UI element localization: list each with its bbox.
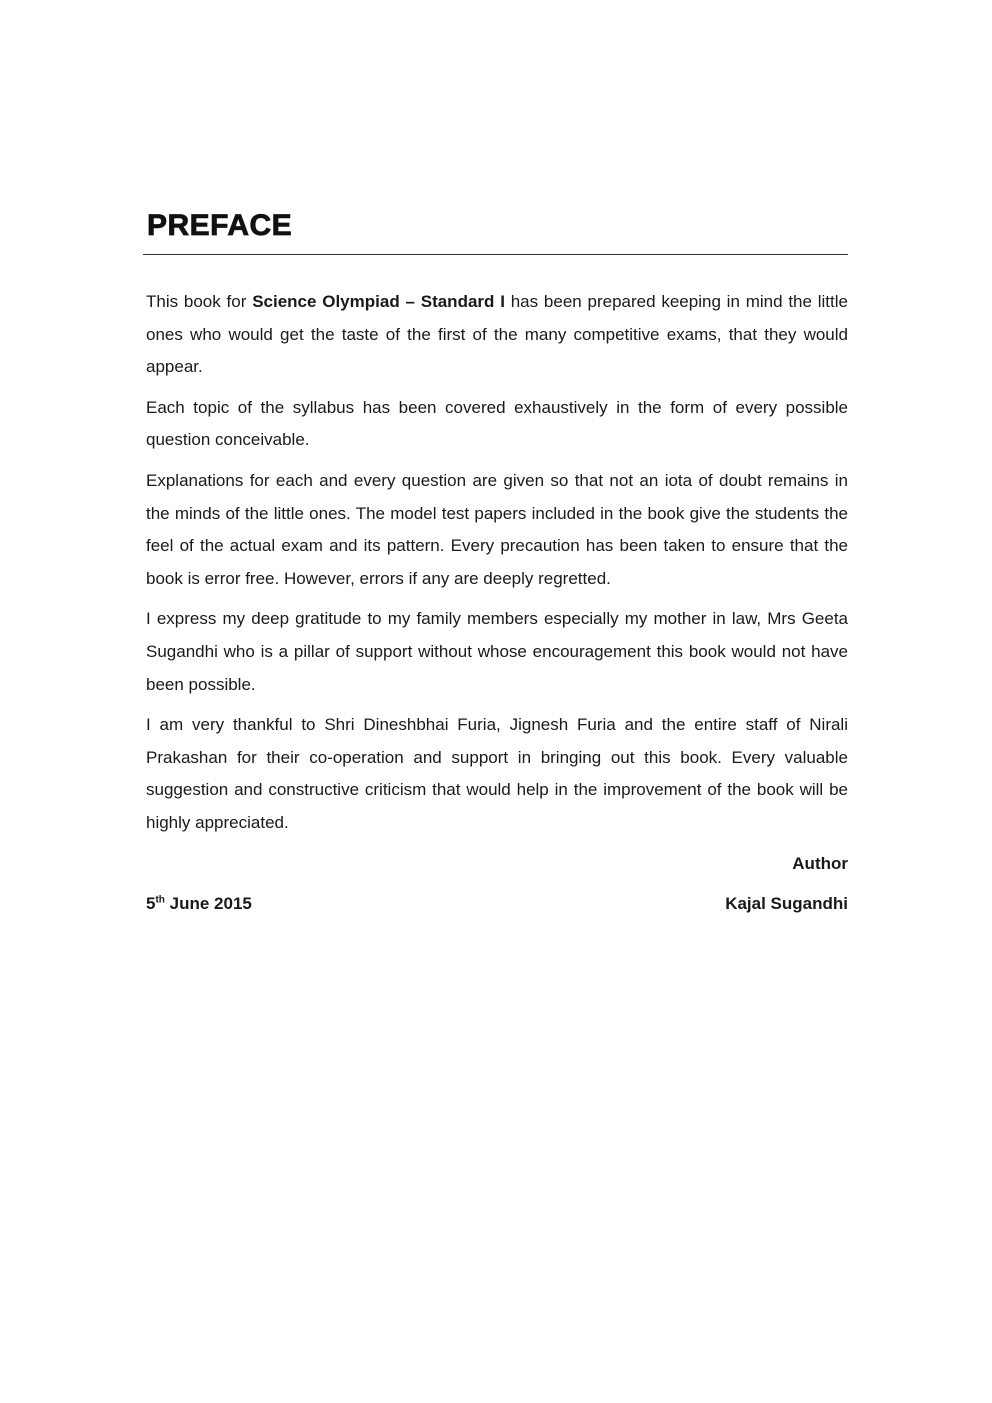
date-rest: June 2015: [164, 893, 252, 913]
date-day: 5: [146, 893, 156, 913]
paragraph-1-rest: has been prepared keeping in mind the little ones who would get the taste of the first of the many competitive exams, that they would appear.: [146, 292, 848, 377]
paragraph-2: Each topic of the syllabus has been covered exhaustively in the form of every possible question conceivable.: [146, 397, 848, 450]
book-name: Science Olympiad – Standard I: [252, 292, 505, 311]
paragraph-3: Explanations for each and every question are given so that not an iota of doubt remains in the minds of the little ones. The model test papers included in the book give the students the feel of the actual exam and its pattern. Every precaution has been taken to ensure that the book is error free. However, errors if any are deeply regretted.: [146, 470, 848, 588]
paragraph-4: I express my deep gratitude to my family members especially my mother in law, Mrs Geeta Sugandhi who is a pillar of support without whose encouragement this book would not have been possible.: [146, 609, 848, 694]
paragraph-5: I am very thankful to Shri Dineshbhai Furia, Jignesh Furia and the entire staff of Nirali Prakashan for their co-operation and support in bringing out this book. Every valuable suggestion and constructive criticism that would help in the improvement of the book will be highly appreciated.: [146, 715, 848, 832]
preface-body: [146, 286, 848, 920]
signature-row: [146, 888, 848, 920]
paragraph-1-lead: This book for: [146, 292, 253, 311]
title-underline: [143, 254, 848, 255]
page-title: PREFACE: [147, 209, 293, 242]
preface-page: [146, 206, 848, 913]
author-name: Kajal Sugandhi: [725, 893, 848, 913]
signature-role: Author: [792, 853, 848, 873]
signature-date: [146, 888, 252, 920]
date-suffix: th: [155, 893, 165, 905]
paragraph-1: [146, 286, 848, 384]
